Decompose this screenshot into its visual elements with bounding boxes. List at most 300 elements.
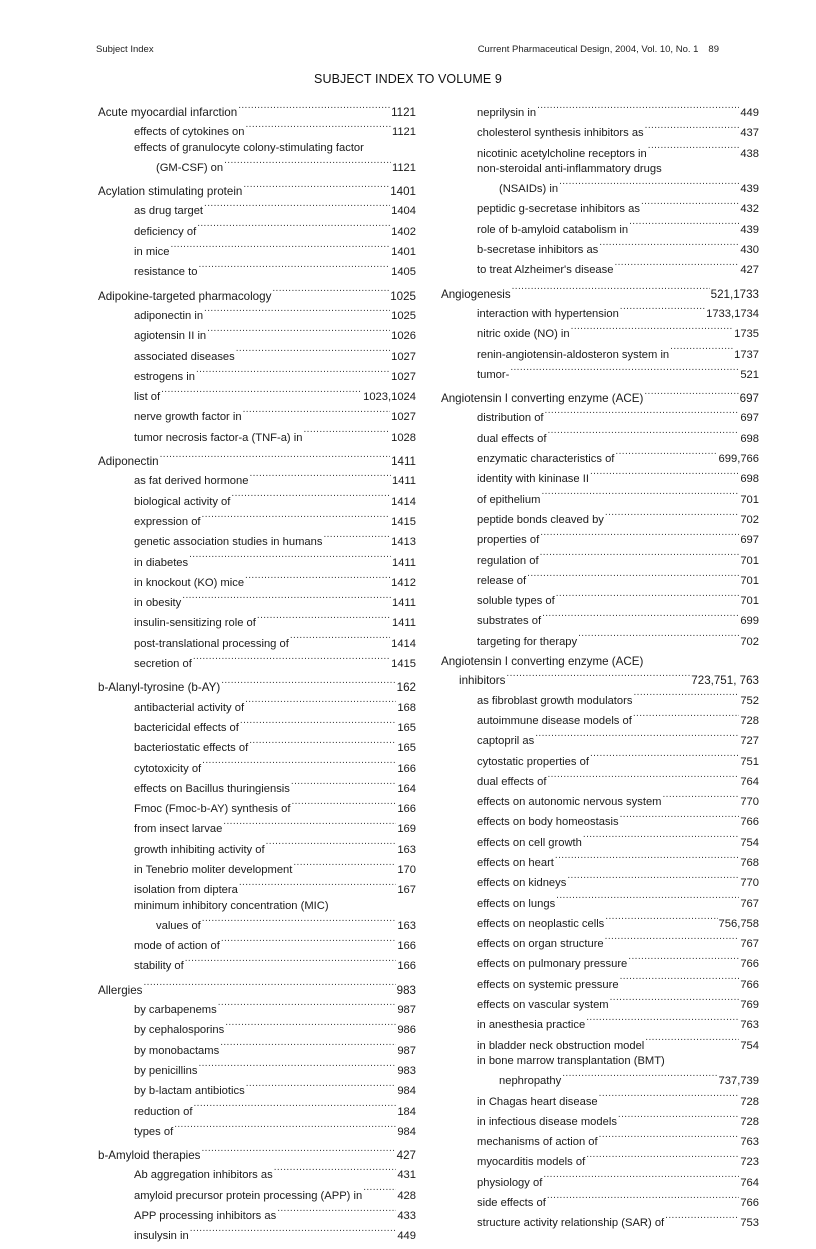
index-subentry-text: properties of <box>477 533 540 548</box>
index-subentry-text: effects on autonomic nervous system <box>477 795 662 810</box>
index-entry <box>441 283 759 383</box>
index-heading <box>98 101 416 120</box>
index-heading <box>98 979 416 998</box>
index-heading <box>98 676 416 695</box>
page-reference: 766 <box>740 978 759 991</box>
page-reference: 438 <box>740 147 759 160</box>
index-subentry-text: effects on neoplastic cells <box>477 917 605 932</box>
dot-leader <box>633 709 739 724</box>
index-subentry-continued-text: (GM-CSF) on <box>156 161 224 176</box>
dot-leader <box>506 669 690 684</box>
index-subentry-continued-text: nephropathy <box>499 1074 562 1089</box>
index-subentry <box>441 729 759 749</box>
page-reference: 1401 <box>390 185 416 199</box>
index-subentry <box>441 1191 759 1211</box>
index-subentry-text: deficiency of <box>134 225 197 240</box>
index-subentry-text: non-steroidal anti-inflammatory drugs <box>477 162 663 177</box>
dot-leader <box>218 998 397 1013</box>
index-subentry <box>441 993 759 1013</box>
page-reference: 723 <box>740 1156 759 1169</box>
index-heading-continued <box>441 669 759 688</box>
index-subentry-text: effects on vascular system <box>477 998 610 1013</box>
page-reference: 697 <box>739 392 759 406</box>
index-subentry <box>441 609 759 629</box>
index-subentry-text: release of <box>477 574 527 589</box>
index-entry <box>98 285 416 446</box>
page-reference: 702 <box>740 635 759 648</box>
index-subentry <box>98 240 416 260</box>
index-subentry-text: tumor necrosis factor-a (TNF-a) in <box>134 431 303 446</box>
index-subentry-text: cytotoxicity of <box>134 762 202 777</box>
dot-leader <box>277 1204 396 1219</box>
dot-leader <box>290 632 390 647</box>
index-subentry-text: in anesthesia practice <box>477 1018 586 1033</box>
index-entry <box>98 180 416 280</box>
index-subentry-text: peptidic g-secretase inhibitors as <box>477 202 641 217</box>
index-subentry <box>98 716 416 736</box>
index-subentry <box>98 1163 416 1183</box>
dot-leader <box>225 1018 396 1033</box>
index-subentry-text: effects of granulocyte colony-stimulating factor <box>134 141 365 156</box>
index-subentry <box>441 508 759 528</box>
index-subentry-text: Ab aggregation inhibitors as <box>134 1168 274 1183</box>
index-subentry-text: insulin-sensitizing role of <box>134 616 257 631</box>
index-subentry <box>441 447 759 467</box>
index-subentry <box>441 851 759 871</box>
index-subentry <box>98 1018 416 1038</box>
index-subentry-text: isolation from diptera <box>134 883 239 898</box>
page-reference: 769 <box>740 999 759 1012</box>
index-subentry-text: interaction with hypertension <box>477 307 620 322</box>
index-subentry <box>98 757 416 777</box>
index-heading-text: b-Alanyl-tyrosine (b-AY) <box>98 681 221 695</box>
index-subentry <box>98 777 416 797</box>
index-heading <box>98 285 416 304</box>
index-subentry <box>98 385 416 405</box>
index-subentry <box>98 220 416 240</box>
index-subentry-continued <box>98 156 416 176</box>
index-subentry <box>441 142 759 162</box>
index-subentry-text: reduction of <box>134 1105 193 1120</box>
dot-leader <box>201 1144 395 1159</box>
index-subentry-text: list of <box>134 390 161 405</box>
dot-leader <box>610 993 740 1008</box>
page-reference: 1401 <box>391 246 416 259</box>
page-reference: 1735 <box>734 328 759 341</box>
index-subentry-text: post-translational processing of <box>134 637 290 652</box>
index-subentry-text: dual effects of <box>477 775 547 790</box>
dot-leader <box>599 1130 740 1145</box>
journal-citation: Current Pharmaceutical Design, 2004, Vol. 10, No. 1 <box>477 44 699 55</box>
index-subentry <box>441 1054 759 1069</box>
index-subentry <box>441 528 759 548</box>
index-entry <box>441 654 759 1232</box>
page-reference: 166 <box>397 762 416 775</box>
index-subentry <box>441 790 759 810</box>
dot-leader <box>293 858 396 873</box>
index-subentry-text: in obesity <box>134 596 182 611</box>
page-reference: 1414 <box>391 637 416 650</box>
index-subentry-text: of epithelium <box>477 493 541 508</box>
index-subentry <box>441 101 759 121</box>
index-subentry <box>98 405 416 425</box>
dot-leader <box>562 1069 717 1084</box>
index-subentry <box>441 1150 759 1170</box>
dot-leader <box>670 343 733 358</box>
dot-leader <box>143 979 395 994</box>
index-subentry <box>441 831 759 851</box>
index-subentry-text: in infectious disease models <box>477 1115 618 1130</box>
index-subentry <box>98 304 416 324</box>
dot-leader <box>559 177 739 192</box>
dot-leader <box>240 716 396 731</box>
dot-leader <box>543 1171 739 1186</box>
index-subentry <box>441 871 759 891</box>
dot-leader <box>620 302 705 317</box>
index-subentry <box>441 1013 759 1033</box>
index-subentry-text: in Chagas heart disease <box>477 1095 599 1110</box>
page-reference: 439 <box>740 183 759 196</box>
page-reference: 1415 <box>391 658 416 671</box>
dot-leader <box>363 1184 396 1199</box>
index-subentry-text: insulysin in <box>134 1229 190 1244</box>
index-subentry-continued <box>98 914 416 934</box>
dot-leader <box>648 142 740 157</box>
index-entry <box>98 676 416 974</box>
index-subentry-text: Fmoc (Fmoc-b-AY) synthesis of <box>134 802 291 817</box>
page-reference: 1415 <box>391 515 416 528</box>
index-subentry-text: substrates of <box>477 614 542 629</box>
index-subentry-text: captopril as <box>477 734 535 749</box>
page-reference: 427 <box>396 1149 416 1163</box>
dot-leader <box>231 490 390 505</box>
index-subentry-text: in bladder neck obstruction model <box>477 1039 645 1054</box>
index-subentry-text: cholesterol synthesis inhibitors as <box>477 126 645 141</box>
page-reference: 756,758 <box>718 917 759 930</box>
page-reference: 1026 <box>391 330 416 343</box>
page-reference: 763 <box>740 1019 759 1032</box>
index-subentry-text: structure activity relationship (SAR) of <box>477 1216 665 1231</box>
page-reference: 437 <box>740 127 759 140</box>
page-reference: 701 <box>740 595 759 608</box>
dot-leader <box>605 932 740 947</box>
page-reference: 697 <box>740 534 759 547</box>
dot-leader <box>291 777 396 792</box>
page-reference: 699,766 <box>718 453 759 466</box>
dot-leader <box>202 757 396 772</box>
page-reference: 699 <box>740 615 759 628</box>
dot-leader <box>542 609 739 624</box>
index-subentry-text: identity with kininase II <box>477 472 590 487</box>
index-subentry <box>441 569 759 589</box>
page-reference: 1411 <box>391 597 416 610</box>
page-reference: 166 <box>397 940 416 953</box>
index-subentry-text: mechanisms of action of <box>477 1135 599 1150</box>
dot-leader <box>224 156 391 171</box>
page-reference: 1414 <box>391 495 416 508</box>
index-heading-text: b-Amyloid therapies <box>98 1149 201 1163</box>
dot-leader <box>540 549 740 564</box>
index-subentry-text: in mice <box>134 245 170 260</box>
page-reference: 427 <box>740 264 759 277</box>
page-reference: 754 <box>740 836 759 849</box>
index-subentry <box>98 696 416 716</box>
index-subentry-text: effects on systemic pressure <box>477 978 620 993</box>
index-subentry-text: cytostatic properties of <box>477 755 590 770</box>
page-reference: 1027 <box>391 370 416 383</box>
index-subentry-continued <box>441 177 759 197</box>
page-reference: 1121 <box>391 126 416 139</box>
index-subentry-text: secretion of <box>134 657 193 672</box>
page-reference: 701 <box>740 554 759 567</box>
dot-leader <box>220 1039 396 1054</box>
dot-leader <box>198 1059 396 1074</box>
index-subentry-text: stability of <box>134 959 185 974</box>
index-heading-text: Adipokine-targeted pharmacology <box>98 289 272 303</box>
dot-leader <box>535 729 739 744</box>
dot-leader <box>571 322 733 337</box>
dot-leader <box>614 258 739 273</box>
dot-leader <box>583 831 739 846</box>
page-reference: 1025 <box>391 309 416 322</box>
index-column-right <box>441 101 759 1236</box>
page-reference: 1121 <box>391 161 416 174</box>
index-subentry <box>98 510 416 530</box>
dot-leader <box>202 914 397 929</box>
page-reference: 1025 <box>390 289 416 303</box>
index-subentry-text: nitric oxide (NO) in <box>477 327 571 342</box>
index-subentry <box>441 258 759 278</box>
dot-leader <box>189 551 391 566</box>
index-subentry-text: as drug target <box>134 204 204 219</box>
dot-leader <box>547 770 739 785</box>
index-subentry-text: side effects of <box>477 1196 547 1211</box>
index-heading <box>441 654 759 669</box>
index-subentry <box>98 652 416 672</box>
page-reference: 163 <box>397 843 416 856</box>
page-reference: 752 <box>740 694 759 707</box>
dot-leader <box>160 450 390 465</box>
dot-leader <box>197 220 390 235</box>
index-subentry <box>441 302 759 322</box>
index-subentry-text: by cephalosporins <box>134 1023 225 1038</box>
dot-leader <box>605 912 717 927</box>
index-subentry <box>98 260 416 280</box>
page-number: 89 <box>708 44 719 55</box>
index-subentry <box>441 952 759 972</box>
dot-leader <box>246 1079 397 1094</box>
dot-leader <box>221 934 397 949</box>
page-reference: 767 <box>740 897 759 910</box>
page-reference: 702 <box>740 513 759 526</box>
dot-leader <box>257 611 391 626</box>
index-subentry <box>441 810 759 830</box>
index-subentry <box>441 467 759 487</box>
index-subentry <box>441 238 759 258</box>
index-heading-text: Adiponectin <box>98 455 159 469</box>
index-subentry <box>441 912 759 932</box>
dot-leader <box>555 851 739 866</box>
page-reference: 701 <box>740 574 759 587</box>
page-reference: 1402 <box>391 225 416 238</box>
index-subentry <box>98 632 416 652</box>
index-subentry <box>441 322 759 342</box>
index-subentry-text: peptide bonds cleaved by <box>477 513 605 528</box>
index-subentry <box>441 218 759 238</box>
dot-leader <box>236 345 390 360</box>
index-subentry <box>98 858 416 878</box>
dot-leader <box>662 790 739 805</box>
page-reference: 1405 <box>391 266 416 279</box>
index-subentry-text: growth inhibiting activity of <box>134 843 266 858</box>
index-subentry-continued-text: values of <box>156 919 202 934</box>
dot-leader <box>633 689 739 704</box>
page-reference: 770 <box>740 877 759 890</box>
dot-leader <box>641 197 739 212</box>
index-subentry-text: as fat derived hormone <box>134 474 249 489</box>
dot-leader <box>547 1191 740 1206</box>
dot-leader <box>644 387 738 402</box>
index-entry <box>441 101 759 279</box>
dot-leader <box>239 878 396 893</box>
running-head-section: Subject Index <box>96 44 154 55</box>
index-subentry-text: enzymatic characteristics of <box>477 452 615 467</box>
dot-leader <box>207 324 390 339</box>
index-subentry-text: biological activity of <box>134 495 231 510</box>
index-subentry-text: estrogens in <box>134 370 196 385</box>
running-head <box>96 44 719 58</box>
dot-leader <box>243 180 389 195</box>
dot-leader <box>541 488 739 503</box>
index-subentry-text: effects on heart <box>477 856 555 871</box>
index-subentry-text: effects on lungs <box>477 897 556 912</box>
page-reference: 767 <box>740 938 759 951</box>
dot-leader <box>590 750 739 765</box>
index-entry <box>441 387 759 650</box>
index-subentry <box>441 709 759 729</box>
index-subentry <box>441 770 759 790</box>
index-subentry <box>98 591 416 611</box>
index-entry <box>98 101 416 176</box>
index-subentry <box>441 932 759 952</box>
index-subentry-text: APP processing inhibitors as <box>134 1209 277 1224</box>
dot-leader <box>249 469 391 484</box>
page-reference: 1027 <box>391 350 416 363</box>
page-reference: 1737 <box>734 348 759 361</box>
index-subentry-text: resistance to <box>134 265 198 280</box>
page-reference: 983 <box>396 983 416 997</box>
page-reference: 984 <box>397 1085 416 1098</box>
index-subentry <box>441 406 759 426</box>
index-subentry <box>441 1171 759 1191</box>
index-entry <box>98 1144 416 1244</box>
index-subentry-text: by penicillins <box>134 1064 198 1079</box>
page-reference: 764 <box>740 1176 759 1189</box>
dot-leader <box>161 385 362 400</box>
dot-leader <box>527 569 739 584</box>
dot-leader <box>193 1100 396 1115</box>
page-reference: 165 <box>397 721 416 734</box>
page-reference: 521,1733 <box>710 287 759 301</box>
page-reference: 165 <box>397 742 416 755</box>
dot-leader <box>645 1034 739 1049</box>
dot-leader <box>599 1090 740 1105</box>
index-subentry-text: bacteriostatic effects of <box>134 741 249 756</box>
dot-leader <box>556 892 739 907</box>
index-subentry-text: effects on kidneys <box>477 876 567 891</box>
dot-leader <box>291 797 396 812</box>
dot-leader <box>628 952 739 967</box>
page-reference: 449 <box>397 1230 416 1243</box>
dot-leader <box>245 571 390 586</box>
page-reference: 728 <box>740 714 759 727</box>
index-subentry-text: tumor- <box>477 368 510 383</box>
page-reference: 701 <box>740 493 759 506</box>
index-subentry-text: myocarditis models of <box>477 1155 586 1170</box>
page-reference: 984 <box>397 1125 416 1138</box>
dot-leader <box>586 1013 739 1028</box>
index-subentry <box>98 1184 416 1204</box>
index-subentry <box>98 490 416 510</box>
dot-leader <box>645 121 740 136</box>
page-reference: 1023,1024 <box>363 391 416 404</box>
dot-leader <box>249 736 396 751</box>
index-subentry <box>98 199 416 219</box>
index-subentry-text: in knockout (KO) mice <box>134 576 245 591</box>
page-reference: 433 <box>397 1210 416 1223</box>
index-subentry-text: regulation of <box>477 554 540 569</box>
index-subentry <box>441 689 759 709</box>
dot-leader <box>196 365 390 380</box>
dot-leader <box>238 101 390 116</box>
index-subentry-text: role of b-amyloid catabolism in <box>477 223 629 238</box>
index-subentry <box>441 630 759 650</box>
page-reference: 1411 <box>391 617 416 630</box>
index-subentry-text: effects on Bacillus thuringiensis <box>134 782 291 797</box>
dot-leader <box>190 1224 397 1239</box>
index-subentry-text: renin-angiotensin-aldosteron system in <box>477 348 670 363</box>
index-subentry-text: by b-lactam antibiotics <box>134 1084 246 1099</box>
index-subentry <box>98 324 416 344</box>
page-reference: 167 <box>397 884 416 897</box>
page-reference: 1413 <box>391 536 416 549</box>
index-subentry <box>441 197 759 217</box>
index-subentry <box>98 1120 416 1140</box>
dot-leader <box>193 652 390 667</box>
index-subentry <box>441 973 759 993</box>
dot-leader <box>272 285 389 300</box>
index-subentry <box>441 589 759 609</box>
dot-leader <box>182 591 391 606</box>
page-reference: 751 <box>740 755 759 768</box>
index-subentry <box>98 998 416 1018</box>
index-subentry <box>98 817 416 837</box>
index-heading-text: Angiotensin I converting enzyme (ACE) <box>441 392 644 406</box>
page-reference: 439 <box>740 223 759 236</box>
page-reference: 162 <box>396 681 416 695</box>
page-reference: 987 <box>397 1004 416 1017</box>
page-reference: 986 <box>397 1024 416 1037</box>
page-reference: 1027 <box>391 411 416 424</box>
index-subentry-text: dual effects of <box>477 432 547 447</box>
index-subentry <box>98 611 416 631</box>
index-subentry-text: from insect larvae <box>134 822 223 837</box>
index-subentry-text: nicotinic acetylcholine receptors in <box>477 147 648 162</box>
index-subentry <box>441 162 759 177</box>
page-reference: 184 <box>397 1105 416 1118</box>
index-heading-text: Acute myocardial infarction <box>98 106 238 119</box>
index-subentry-continued <box>441 1069 759 1089</box>
